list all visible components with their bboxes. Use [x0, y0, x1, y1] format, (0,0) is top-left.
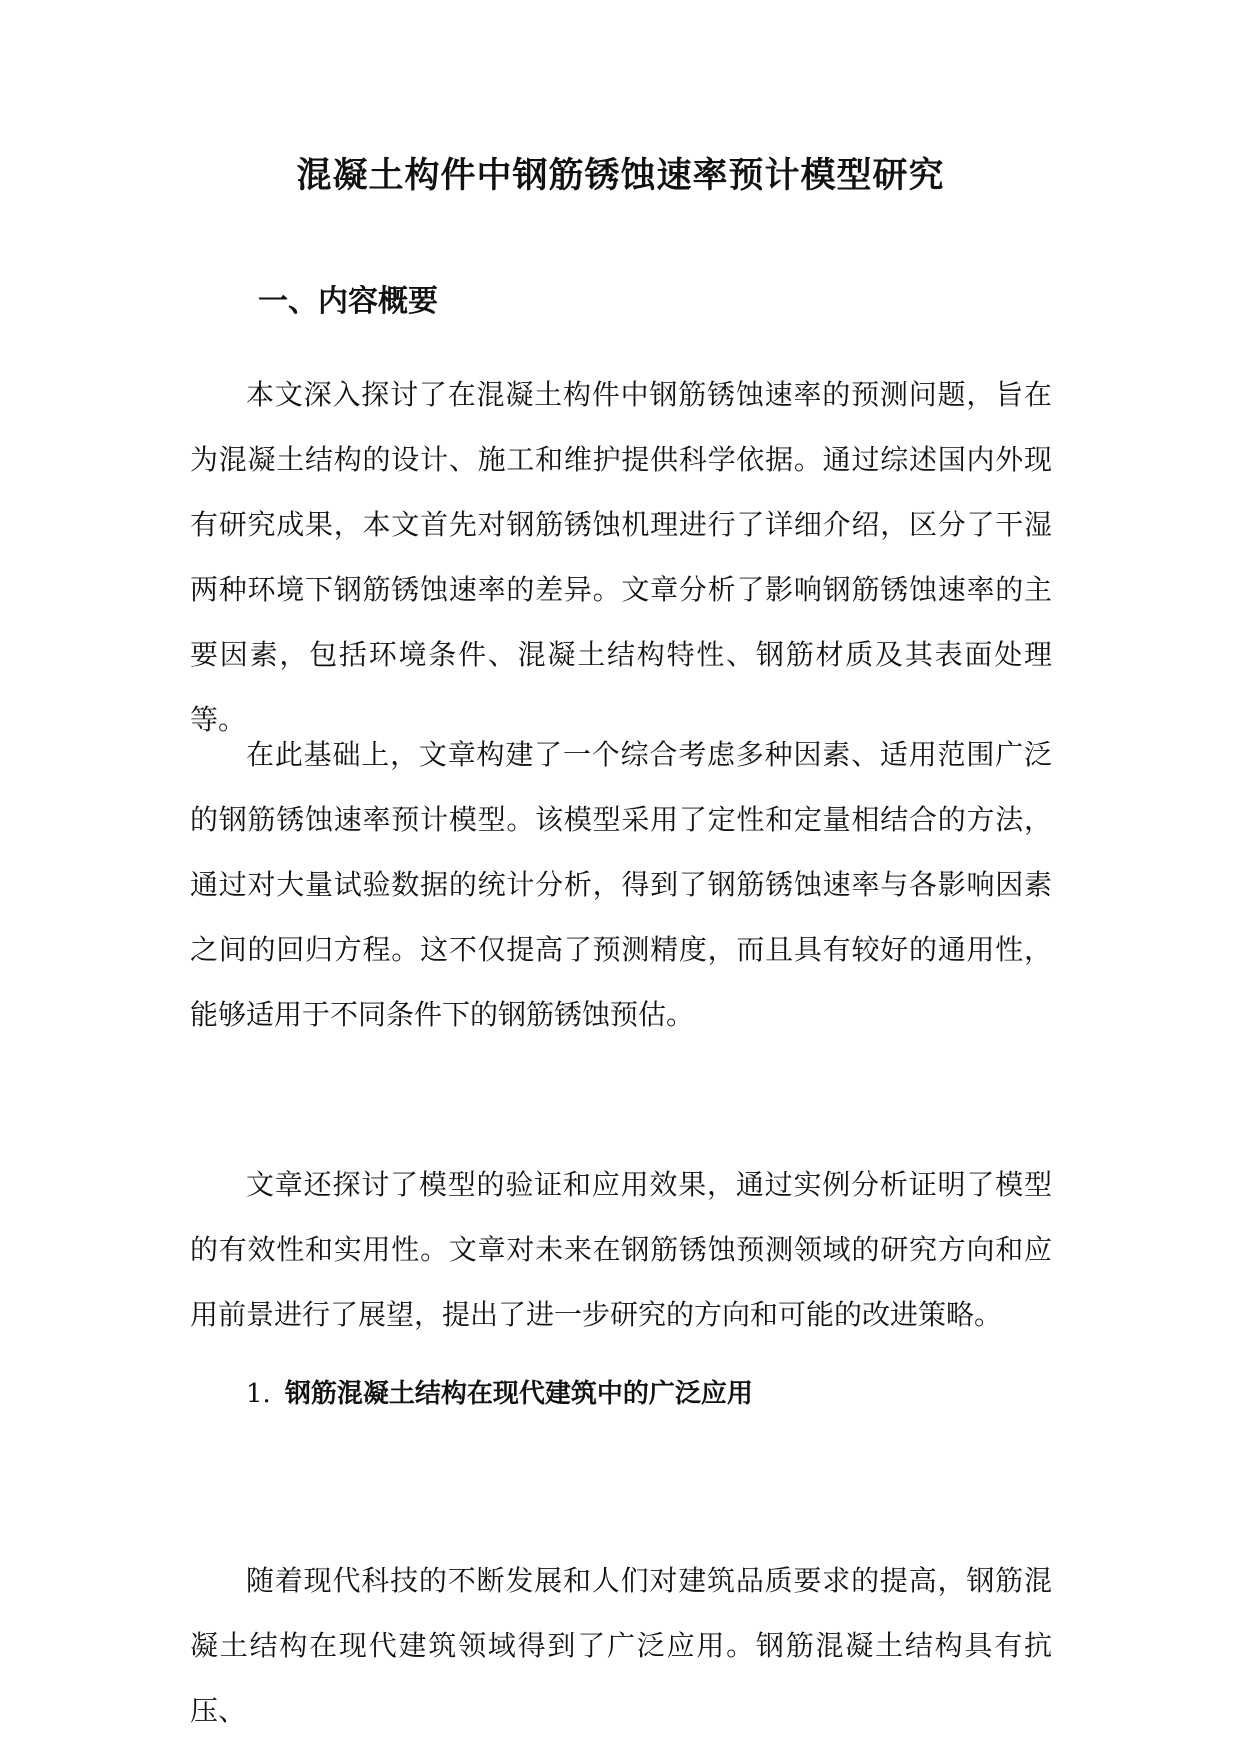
subsection-title: 钢筋混凝土结构在现代建筑中的广泛应用 [284, 1379, 753, 1409]
summary-paragraph-1: 本文深入探讨了在混凝土构件中钢筋锈蚀速率的预测问题，旨在为混凝土结构的设计、施工和维护提供科学依据。通过综述国内外现有研究成果，本文首先对钢筋锈蚀机理进行了详细介绍，区分了干湿两种环境下钢筋锈蚀速率的差异。文章分析了影响钢筋锈蚀速率的主要因素，包括环境条件、混凝土结构特性、钢筋材质及其表面处理等。 [190, 378, 1052, 736]
subsection-heading [246, 1374, 753, 1414]
document-title: 混凝土构件中钢筋锈蚀速率预计模型研究 [296, 156, 945, 196]
summary-paragraph-2: 在此基础上，文章构建了一个综合考虑多种因素、适用范围广泛的钢筋锈蚀速率预计模型。该模型采用了定性和定量相结合的方法，通过对大量试验数据的统计分析，得到了钢筋锈蚀速率与各影响因素之间的回归方程。这不仅提高了预测精度，而且具有较好的通用性，能够适用于不同条件下的钢筋锈蚀预估。 [190, 738, 1052, 1031]
summary-paragraph-3: 文章还探讨了模型的验证和应用效果，通过实例分析证明了模型的有效性和实用性。文章对未来在钢筋锈蚀预测领域的研究方向和应用前景进行了展望，提出了进一步研究的方向和可能的改进策略。 [190, 1168, 1052, 1331]
subsection-number: 1. [246, 1379, 271, 1409]
subsection-paragraph-1: 随着现代科技的不断发展和人们对建筑品质要求的提高，钢筋混凝土结构在现代建筑领域得到了广泛应用。钢筋混凝土结构具有抗压、 [190, 1564, 1052, 1727]
section-heading-summary: 一、内容概要 [258, 284, 438, 319]
